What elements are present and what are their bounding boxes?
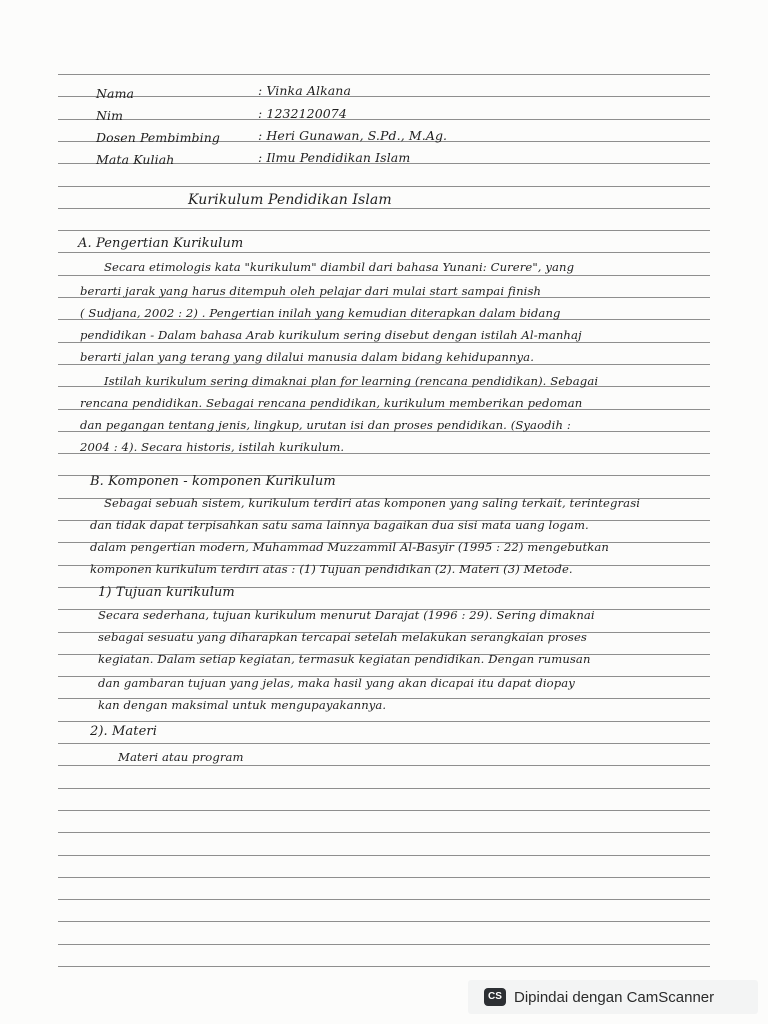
- section-b-line: Sebagai sebuah sistem, kurikulum terdiri atas komponen yang saling terkait, terintegrasi: [104, 496, 641, 510]
- ruled-line: [58, 743, 710, 744]
- subsection-1-heading: 1) Tujuan kurikulum: [98, 585, 235, 600]
- subsection-1-line: dan gambaran tujuan yang jelas, maka hasil yang akan dicapai itu dapat diopay: [98, 676, 575, 690]
- ruled-line: [58, 810, 710, 811]
- ruled-line: [58, 275, 710, 276]
- ruled-line: [58, 208, 710, 209]
- camscanner-watermark: [468, 980, 758, 1014]
- ruled-line: [58, 877, 710, 878]
- subsection-1-line: sebagai sesuatu yang diharapkan tercapai setelah melakukan serangkaian proses: [98, 630, 587, 644]
- section-b-heading: B. Komponen - komponen Kurikulum: [90, 474, 336, 489]
- nama-label: Nama: [96, 86, 135, 101]
- ruled-line: [58, 364, 710, 365]
- page-title: Kurikulum Pendidikan Islam: [188, 192, 392, 208]
- camscanner-icon-glyph: CS: [488, 991, 502, 1002]
- section-b-line: dalam pengertian modern, Muhammad Muzzammil Al-Basyir (1995 : 22) mengebutkan: [90, 540, 609, 554]
- ruled-line: [58, 96, 710, 97]
- ruled-line: [58, 832, 710, 833]
- section-a-line: 2004 : 4). Secara historis, istilah kurikulum.: [80, 440, 345, 454]
- ruled-line: [58, 944, 710, 945]
- camscanner-text: Dipindai dengan CamScanner: [514, 988, 715, 1006]
- ruled-line: [58, 899, 710, 900]
- ruled-line: [58, 74, 710, 75]
- section-a-line: rencana pendidikan. Sebagai rencana pendidikan, kurikulum memberikan pedoman: [80, 396, 583, 410]
- subsection-2-heading: 2). Materi: [90, 724, 157, 739]
- ruled-line: [58, 765, 710, 766]
- subsection-1-line: kegiatan. Dalam setiap kegiatan, termasuk kegiatan pendidikan. Dengan rumusan: [98, 652, 591, 666]
- ruled-line: [58, 721, 710, 722]
- camscanner-icon: [484, 988, 506, 1006]
- section-a-line: pendidikan - Dalam bahasa Arab kurikulum sering disebut dengan istilah Al-manhaj: [80, 328, 582, 342]
- ruled-line: [58, 921, 710, 922]
- section-a-line: berarti jalan yang terang yang dilalui manusia dalam bidang kehidupannya.: [80, 350, 534, 364]
- section-a-heading: A. Pengertian Kurikulum: [78, 236, 244, 251]
- nim-value: : 1232120074: [258, 106, 347, 121]
- section-a-line: dan pegangan tentang jenis, lingkup, urutan isi dan proses pendidikan. (Syaodih :: [80, 418, 571, 432]
- section-a-line: ( Sudjana, 2002 : 2) . Pengertian inilah yang kemudian diterapkan dalam bidang: [80, 306, 561, 320]
- ruled-line: [58, 788, 710, 789]
- matkul-label: Mata Kuliah: [96, 152, 175, 167]
- dosen-label: Dosen Pembimbing: [96, 130, 220, 145]
- section-a-line: Secara etimologis kata "kurikulum" diambil dari bahasa Yunani: Curere", yang: [104, 260, 575, 274]
- subsection-1-line: kan dengan maksimal untuk mengupayakannya.: [98, 698, 387, 712]
- ruled-line: [58, 342, 710, 343]
- section-a-line: berarti jarak yang harus ditempuh oleh pelajar dari mulai start sampai finish: [80, 284, 542, 298]
- ruled-line: [58, 966, 710, 967]
- ruled-line: [58, 252, 710, 253]
- ruled-line: [58, 855, 710, 856]
- nim-label: Nim: [96, 108, 124, 123]
- section-a-line: Istilah kurikulum sering dimaknai plan for learning (rencana pendidikan). Sebagai: [104, 374, 599, 388]
- subsection-2-line: Materi atau program: [118, 750, 244, 764]
- subsection-1-line: Secara sederhana, tujuan kurikulum menurut Darajat (1996 : 29). Sering dimaknai: [98, 608, 595, 622]
- ruled-line: [58, 230, 710, 231]
- ruled-line: [58, 119, 710, 120]
- ruled-line: [58, 186, 710, 187]
- matkul-value: : Ilmu Pendidikan Islam: [258, 150, 411, 165]
- dosen-value: : Heri Gunawan, S.Pd., M.Ag.: [258, 128, 448, 143]
- nama-value: : Vinka Alkana: [258, 83, 351, 98]
- section-b-line: dan tidak dapat terpisahkan satu sama lainnya bagaikan dua sisi mata uang logam.: [90, 518, 589, 532]
- section-b-line: komponen kurikulum terdiri atas : (1) Tujuan pendidikan (2). Materi (3) Metode.: [90, 562, 573, 576]
